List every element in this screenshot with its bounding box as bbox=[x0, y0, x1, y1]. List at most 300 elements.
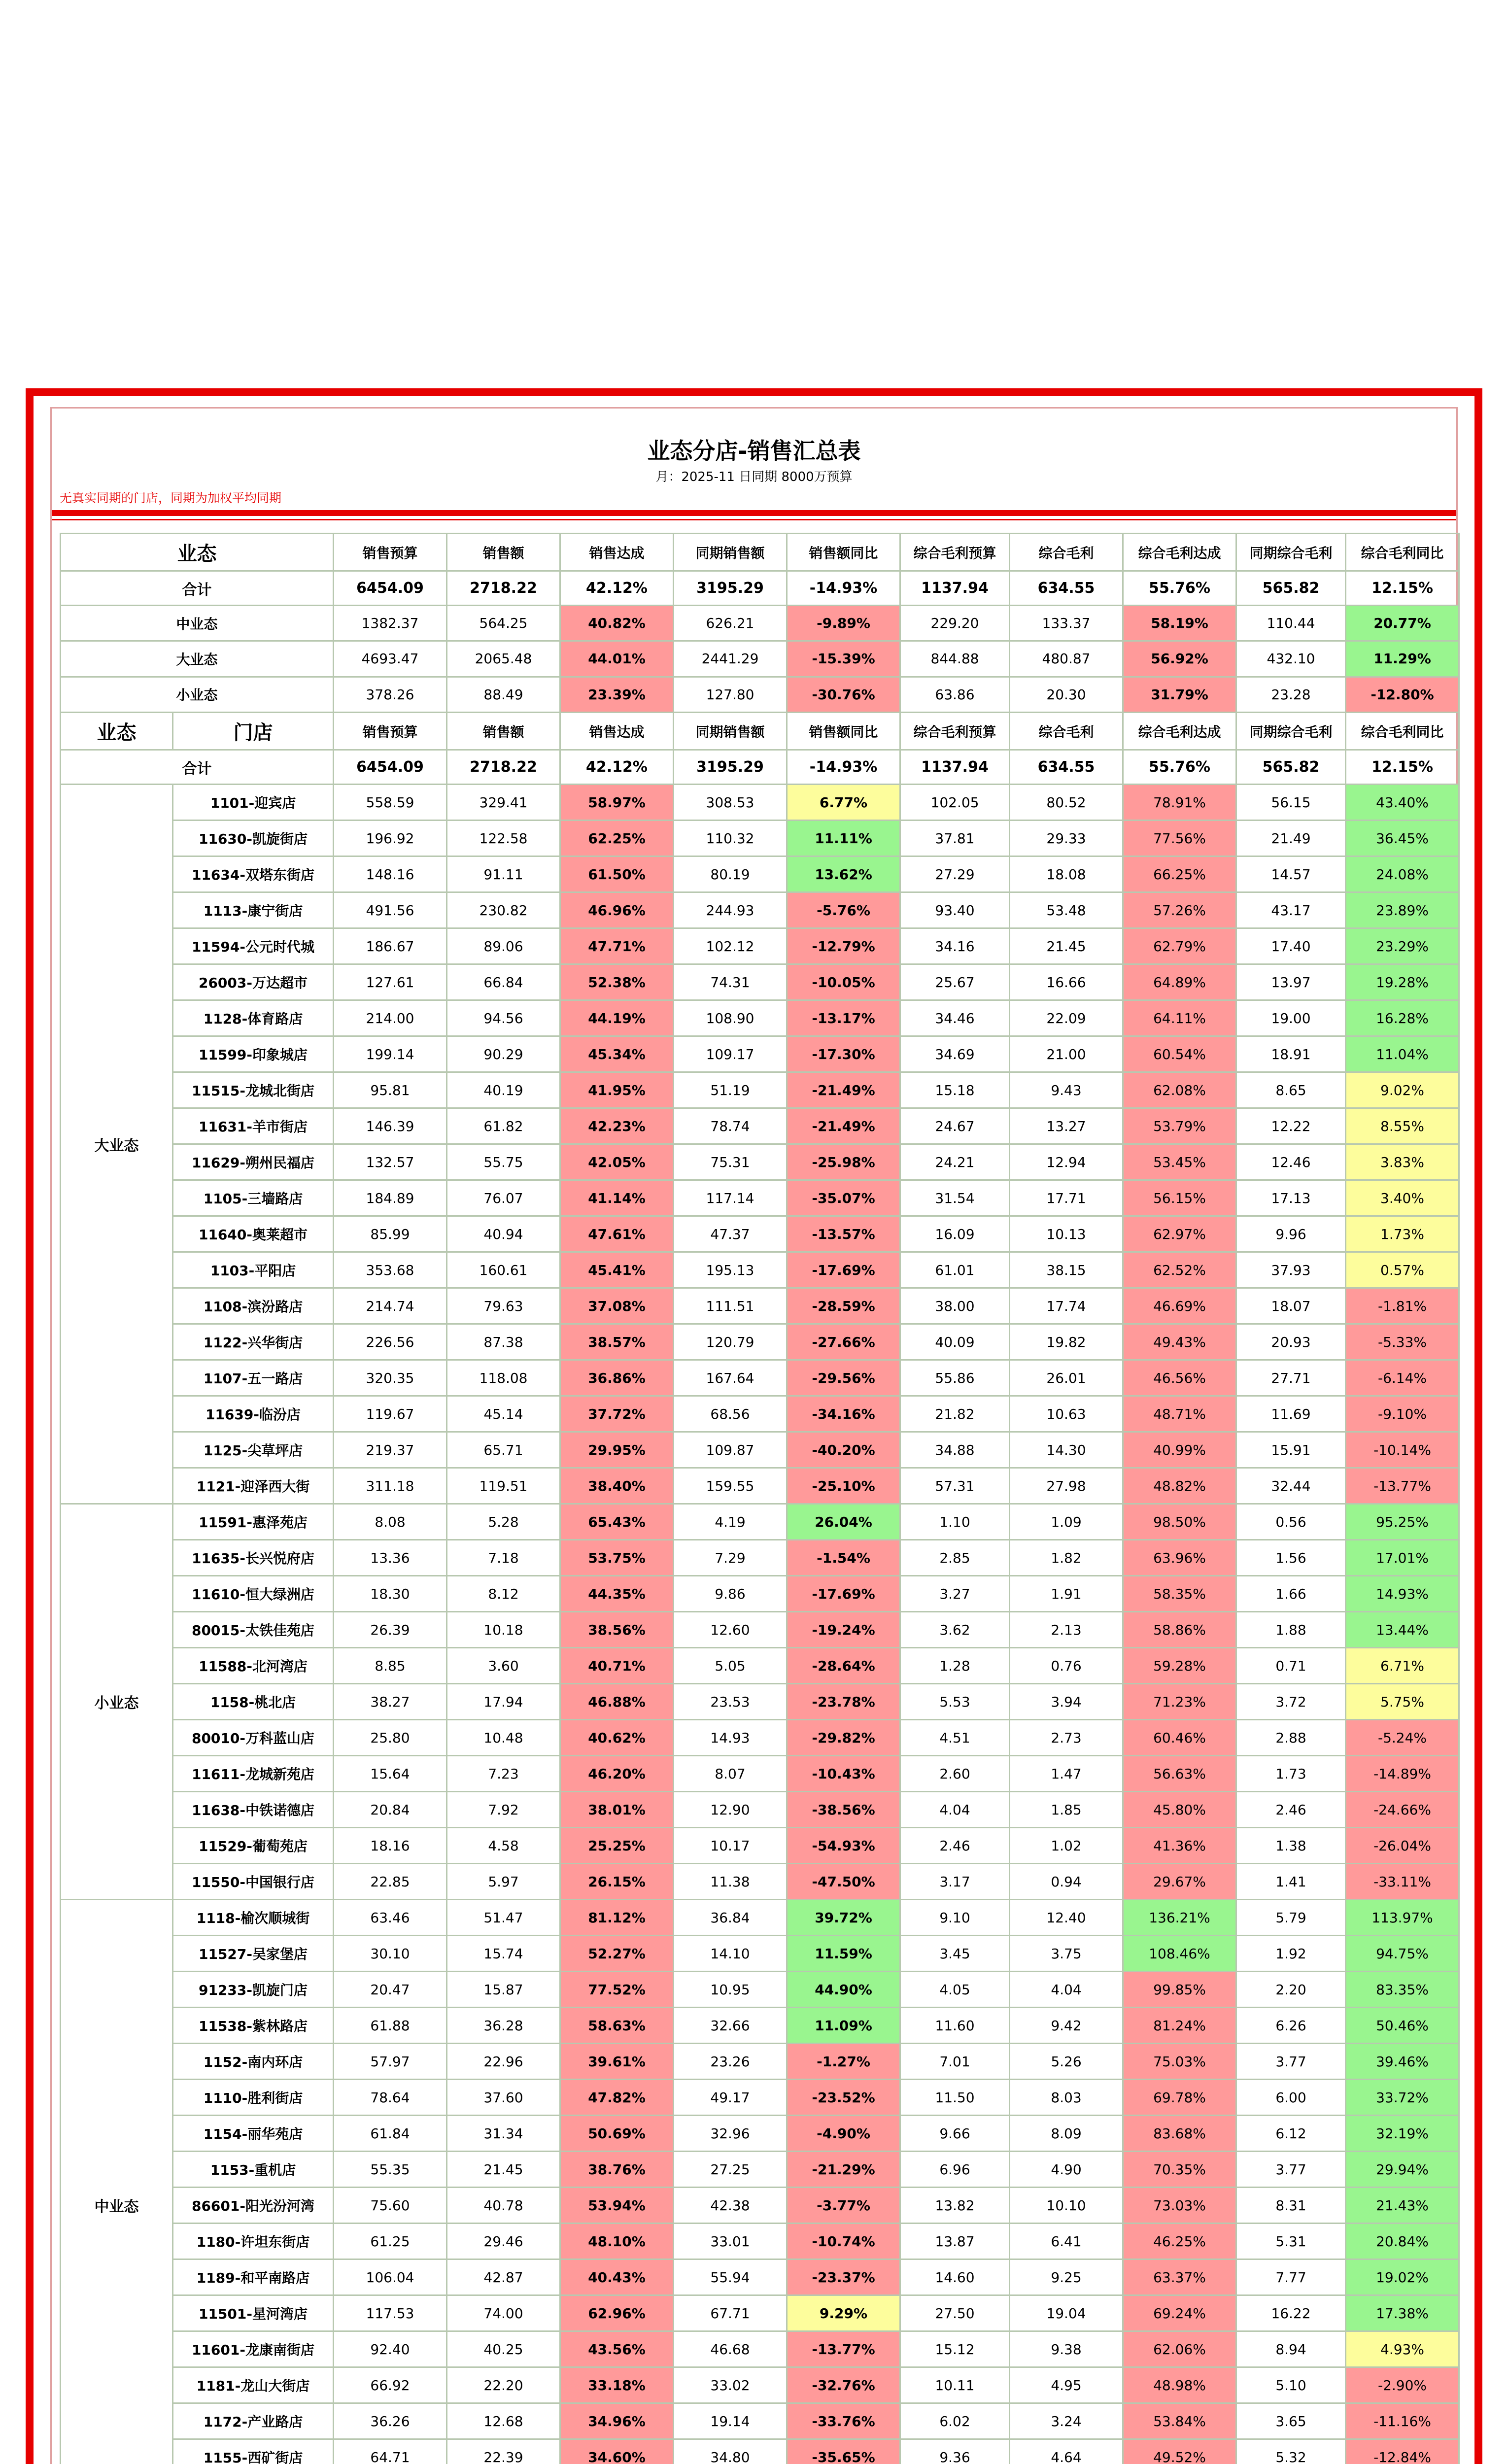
store-cell: 81.24% bbox=[1123, 2008, 1236, 2044]
store-cell: 17.01% bbox=[1346, 1540, 1459, 1576]
detail-header-cell: 业态 bbox=[61, 713, 173, 750]
store-cell: 53.75% bbox=[560, 1540, 674, 1576]
detail-total-cell: 3195.29 bbox=[674, 750, 787, 785]
store-cell: 45.34% bbox=[560, 1036, 674, 1072]
store-row bbox=[61, 2367, 1459, 2403]
store-cell: 58.63% bbox=[560, 2008, 674, 2044]
summary-format-label: 中业态 bbox=[61, 606, 334, 641]
store-cell: 31.54 bbox=[900, 1180, 1010, 1216]
store-cell: 1.66 bbox=[1236, 1576, 1346, 1612]
store-cell: -6.14% bbox=[1346, 1360, 1459, 1396]
store-cell: 1.10 bbox=[900, 1504, 1010, 1540]
store-cell: -2.90% bbox=[1346, 2367, 1459, 2403]
store-cell: 12.94 bbox=[1010, 1144, 1123, 1180]
store-cell: 73.03% bbox=[1123, 2188, 1236, 2224]
summary-cell: 127.80 bbox=[674, 677, 787, 712]
store-cell: 214.74 bbox=[334, 1288, 447, 1324]
store-cell: 10.95 bbox=[674, 1972, 787, 2008]
store-cell: 8.55% bbox=[1346, 1108, 1459, 1144]
store-cell: 36.28 bbox=[447, 2008, 560, 2044]
store-cell: 38.00 bbox=[900, 1288, 1010, 1324]
store-cell: 3.65 bbox=[1236, 2403, 1346, 2439]
store-cell: 146.39 bbox=[334, 1108, 447, 1144]
summary-cell: 2441.29 bbox=[674, 641, 787, 677]
store-cell: 45.41% bbox=[560, 1252, 674, 1288]
store-cell: 62.79% bbox=[1123, 928, 1236, 964]
store-cell: -28.64% bbox=[787, 1648, 900, 1684]
store-cell: 80.19 bbox=[674, 856, 787, 892]
store-cell: 98.50% bbox=[1123, 1504, 1236, 1540]
store-cell: 2.60 bbox=[900, 1756, 1010, 1792]
store-cell: 33.01 bbox=[674, 2224, 787, 2259]
store-row bbox=[61, 1360, 1459, 1396]
store-row bbox=[61, 1504, 1459, 1540]
store-cell: 4.05 bbox=[900, 1972, 1010, 2008]
store-cell: 109.17 bbox=[674, 1036, 787, 1072]
store-cell: 15.74 bbox=[447, 1936, 560, 1972]
summary-cell: 20.30 bbox=[1010, 677, 1123, 712]
summary-total-cell: -14.93% bbox=[787, 571, 900, 606]
store-cell: 9.86 bbox=[674, 1576, 787, 1612]
store-cell: 25.80 bbox=[334, 1720, 447, 1756]
store-name: 1154-丽华苑店 bbox=[173, 2116, 334, 2152]
store-cell: 63.46 bbox=[334, 1900, 447, 1936]
store-cell: -13.57% bbox=[787, 1216, 900, 1252]
detail-total-row bbox=[61, 750, 1459, 785]
store-cell: 39.46% bbox=[1346, 2044, 1459, 2080]
store-cell: 62.52% bbox=[1123, 1252, 1236, 1288]
store-cell: 37.81 bbox=[900, 821, 1010, 856]
store-name: 1113-康宁街店 bbox=[173, 892, 334, 928]
store-cell: -17.30% bbox=[787, 1036, 900, 1072]
store-cell: 9.96 bbox=[1236, 1216, 1346, 1252]
store-cell: 26.04% bbox=[787, 1504, 900, 1540]
summary-total-row bbox=[61, 571, 1459, 606]
summary-header-cell: 综合毛利 bbox=[1010, 534, 1123, 571]
detail-header-cell: 销售额同比 bbox=[787, 713, 900, 750]
format-group-label: 大业态 bbox=[61, 785, 173, 1504]
summary-header-cell: 业态 bbox=[61, 534, 334, 571]
store-cell: 26.15% bbox=[560, 1864, 674, 1900]
store-name: 26003-万达超市 bbox=[173, 964, 334, 1000]
store-cell: 196.92 bbox=[334, 821, 447, 856]
store-cell: 8.12 bbox=[447, 1576, 560, 1612]
store-cell: 102.12 bbox=[674, 928, 787, 964]
store-cell: 3.94 bbox=[1010, 1684, 1123, 1720]
store-row bbox=[61, 1720, 1459, 1756]
store-cell: -10.43% bbox=[787, 1756, 900, 1792]
store-cell: 18.91 bbox=[1236, 1036, 1346, 1072]
store-cell: 11.04% bbox=[1346, 1036, 1459, 1072]
store-name: 11599-印象城店 bbox=[173, 1036, 334, 1072]
detail-header-cell: 同期销售额 bbox=[674, 713, 787, 750]
store-cell: 47.37 bbox=[674, 1216, 787, 1252]
store-cell: 9.38 bbox=[1010, 2331, 1123, 2367]
summary-cell: 11.29% bbox=[1346, 641, 1459, 677]
detail-header-cell: 同期综合毛利 bbox=[1236, 713, 1346, 750]
store-cell: 27.29 bbox=[900, 856, 1010, 892]
store-cell: 5.75% bbox=[1346, 1684, 1459, 1720]
summary-total-cell: 合计 bbox=[61, 571, 334, 606]
store-row bbox=[61, 964, 1459, 1000]
store-cell: -1.81% bbox=[1346, 1288, 1459, 1324]
detail-total-cell: 6454.09 bbox=[334, 750, 447, 785]
store-name: 1103-平阳店 bbox=[173, 1252, 334, 1288]
store-cell: 77.56% bbox=[1123, 821, 1236, 856]
store-cell: 15.12 bbox=[900, 2331, 1010, 2367]
store-cell: 9.25 bbox=[1010, 2259, 1123, 2295]
store-cell: 5.97 bbox=[447, 1864, 560, 1900]
summary-header-cell: 综合毛利达成 bbox=[1123, 534, 1236, 571]
store-cell: 19.14 bbox=[674, 2403, 787, 2439]
store-cell: 32.19% bbox=[1346, 2116, 1459, 2152]
store-cell: 12.68 bbox=[447, 2403, 560, 2439]
store-cell: 37.93 bbox=[1236, 1252, 1346, 1288]
store-cell: 3.24 bbox=[1010, 2403, 1123, 2439]
detail-total-cell: 12.15% bbox=[1346, 750, 1459, 785]
store-cell: 67.71 bbox=[674, 2295, 787, 2331]
store-name: 86601-阳光汾河湾 bbox=[173, 2188, 334, 2224]
store-cell: 40.43% bbox=[560, 2259, 674, 2295]
summary-row bbox=[61, 677, 1459, 712]
store-cell: 61.50% bbox=[560, 856, 674, 892]
store-cell: 5.28 bbox=[447, 1504, 560, 1540]
store-row bbox=[61, 1864, 1459, 1900]
store-cell: 16.22 bbox=[1236, 2295, 1346, 2331]
store-cell: 64.11% bbox=[1123, 1000, 1236, 1036]
store-row bbox=[61, 1612, 1459, 1648]
store-cell: 40.71% bbox=[560, 1648, 674, 1684]
store-cell: 1.56 bbox=[1236, 1540, 1346, 1576]
store-cell: 49.43% bbox=[1123, 1324, 1236, 1360]
store-name: 1155-西矿街店 bbox=[173, 2439, 334, 2464]
store-cell: 219.37 bbox=[334, 1432, 447, 1468]
summary-cell: 20.77% bbox=[1346, 606, 1459, 641]
store-cell: -17.69% bbox=[787, 1252, 900, 1288]
store-cell: 21.43% bbox=[1346, 2188, 1459, 2224]
store-cell: -1.27% bbox=[787, 2044, 900, 2080]
store-cell: 70.35% bbox=[1123, 2152, 1236, 2188]
store-row bbox=[61, 1540, 1459, 1576]
store-cell: 64.71 bbox=[334, 2439, 447, 2464]
store-cell: 83.68% bbox=[1123, 2116, 1236, 2152]
detail-header-cell: 门店 bbox=[173, 713, 334, 750]
store-cell: 81.12% bbox=[560, 1900, 674, 1936]
store-cell: -12.84% bbox=[1346, 2439, 1459, 2464]
store-cell: 0.76 bbox=[1010, 1648, 1123, 1684]
summary-header-cell: 同期销售额 bbox=[674, 534, 787, 571]
store-cell: 77.52% bbox=[560, 1972, 674, 2008]
store-row bbox=[61, 1288, 1459, 1324]
summary-header-cell: 销售额同比 bbox=[787, 534, 900, 571]
summary-cell: -12.80% bbox=[1346, 677, 1459, 712]
store-cell: 9.66 bbox=[900, 2116, 1010, 2152]
summary-header-cell: 综合毛利预算 bbox=[900, 534, 1010, 571]
store-cell: 2.85 bbox=[900, 1540, 1010, 1576]
summary-cell: -15.39% bbox=[787, 641, 900, 677]
store-row bbox=[61, 856, 1459, 892]
store-cell: 10.10 bbox=[1010, 2188, 1123, 2224]
store-cell: 27.25 bbox=[674, 2152, 787, 2188]
store-cell: 40.09 bbox=[900, 1324, 1010, 1360]
store-cell: 85.99 bbox=[334, 1216, 447, 1252]
store-cell: 41.14% bbox=[560, 1180, 674, 1216]
store-cell: 15.87 bbox=[447, 1972, 560, 2008]
store-cell: 5.53 bbox=[900, 1684, 1010, 1720]
store-cell: 32.66 bbox=[674, 2008, 787, 2044]
store-cell: 19.04 bbox=[1010, 2295, 1123, 2331]
store-cell: 11.69 bbox=[1236, 1396, 1346, 1432]
summary-total-cell: 42.12% bbox=[560, 571, 674, 606]
store-cell: 38.27 bbox=[334, 1684, 447, 1720]
store-cell: -24.66% bbox=[1346, 1792, 1459, 1828]
store-cell: 44.90% bbox=[787, 1972, 900, 2008]
store-cell: 1.82 bbox=[1010, 1540, 1123, 1576]
store-cell: 91.11 bbox=[447, 856, 560, 892]
store-cell: 32.96 bbox=[674, 2116, 787, 2152]
report-title: 业态分店-销售汇总表 bbox=[647, 438, 861, 464]
store-cell: -13.77% bbox=[787, 2331, 900, 2367]
store-name: 11640-奥莱超市 bbox=[173, 1216, 334, 1252]
store-cell: 119.51 bbox=[447, 1468, 560, 1504]
store-cell: 62.97% bbox=[1123, 1216, 1236, 1252]
detail-total-cell: 55.76% bbox=[1123, 750, 1236, 785]
store-cell: 47.82% bbox=[560, 2080, 674, 2116]
store-cell: 4.64 bbox=[1010, 2439, 1123, 2464]
store-name: 80015-太铁佳苑店 bbox=[173, 1612, 334, 1648]
summary-cell: 432.10 bbox=[1236, 641, 1346, 677]
store-cell: 148.16 bbox=[334, 856, 447, 892]
store-cell: 25.25% bbox=[560, 1828, 674, 1864]
store-cell: 37.72% bbox=[560, 1396, 674, 1432]
store-cell: 49.52% bbox=[1123, 2439, 1236, 2464]
store-cell: 12.40 bbox=[1010, 1900, 1123, 1936]
store-cell: 93.40 bbox=[900, 892, 1010, 928]
store-name: 1110-胜利街店 bbox=[173, 2080, 334, 2116]
store-cell: 40.78 bbox=[447, 2188, 560, 2224]
store-cell: 5.05 bbox=[674, 1648, 787, 1684]
store-cell: 34.96% bbox=[560, 2403, 674, 2439]
store-cell: 49.17 bbox=[674, 2080, 787, 2116]
summary-cell: 63.86 bbox=[900, 677, 1010, 712]
store-cell: 8.65 bbox=[1236, 1072, 1346, 1108]
store-cell: 48.98% bbox=[1123, 2367, 1236, 2403]
store-cell: 78.91% bbox=[1123, 785, 1236, 821]
store-cell: 5.32 bbox=[1236, 2439, 1346, 2464]
store-cell: 59.28% bbox=[1123, 1648, 1236, 1684]
store-row bbox=[61, 1108, 1459, 1144]
store-cell: 69.24% bbox=[1123, 2295, 1236, 2331]
store-cell: 40.99% bbox=[1123, 1432, 1236, 1468]
store-cell: 99.85% bbox=[1123, 1972, 1236, 2008]
store-cell: 11.50 bbox=[900, 2080, 1010, 2116]
summary-cell: 480.87 bbox=[1010, 641, 1123, 677]
store-cell: 12.22 bbox=[1236, 1108, 1346, 1144]
store-cell: 0.57% bbox=[1346, 1252, 1459, 1288]
store-cell: 29.46 bbox=[447, 2224, 560, 2259]
store-cell: 7.92 bbox=[447, 1792, 560, 1828]
store-row bbox=[61, 1648, 1459, 1684]
store-cell: 65.43% bbox=[560, 1504, 674, 1540]
store-cell: 62.08% bbox=[1123, 1072, 1236, 1108]
store-cell: 491.56 bbox=[334, 892, 447, 928]
store-cell: 15.64 bbox=[334, 1756, 447, 1792]
detail-total-cell: 42.12% bbox=[560, 750, 674, 785]
store-cell: 12.46 bbox=[1236, 1144, 1346, 1180]
store-cell: 37.08% bbox=[560, 1288, 674, 1324]
store-cell: 12.60 bbox=[674, 1612, 787, 1648]
store-cell: 17.38% bbox=[1346, 2295, 1459, 2331]
store-cell: 132.57 bbox=[334, 1144, 447, 1180]
store-cell: -28.59% bbox=[787, 1288, 900, 1324]
store-cell: 44.35% bbox=[560, 1576, 674, 1612]
summary-total-cell: 3195.29 bbox=[674, 571, 787, 606]
store-cell: 23.89% bbox=[1346, 892, 1459, 928]
store-cell: 74.31 bbox=[674, 964, 787, 1000]
report-note: 无真实同期的门店，同期为加权平均同期 bbox=[60, 491, 282, 505]
store-name: 1181-龙山大街店 bbox=[173, 2367, 334, 2403]
store-row bbox=[61, 1036, 1459, 1072]
store-cell: 4.90 bbox=[1010, 2152, 1123, 2188]
store-cell: 52.38% bbox=[560, 964, 674, 1000]
store-cell: -32.76% bbox=[787, 2367, 900, 2403]
store-name: 80010-万科蓝山店 bbox=[173, 1720, 334, 1756]
store-cell: 2.88 bbox=[1236, 1720, 1346, 1756]
detail-rows bbox=[61, 785, 1459, 2464]
store-cell: 0.71 bbox=[1236, 1648, 1346, 1684]
store-name: 1101-迎宾店 bbox=[173, 785, 334, 821]
store-cell: 13.87 bbox=[900, 2224, 1010, 2259]
detail-header-cell: 销售预算 bbox=[334, 713, 447, 750]
store-cell: 8.94 bbox=[1236, 2331, 1346, 2367]
store-cell: 43.40% bbox=[1346, 785, 1459, 821]
store-cell: 24.21 bbox=[900, 1144, 1010, 1180]
store-cell: -17.69% bbox=[787, 1576, 900, 1612]
store-cell: -38.56% bbox=[787, 1792, 900, 1828]
store-cell: 20.47 bbox=[334, 1972, 447, 2008]
store-cell: 1.85 bbox=[1010, 1792, 1123, 1828]
detail-total-cell: 2718.22 bbox=[447, 750, 560, 785]
store-cell: -13.77% bbox=[1346, 1468, 1459, 1504]
store-row bbox=[61, 2044, 1459, 2080]
summary-cell: 31.79% bbox=[1123, 677, 1236, 712]
summary-total-cell: 1137.94 bbox=[900, 571, 1010, 606]
store-cell: -21.49% bbox=[787, 1072, 900, 1108]
store-cell: -9.10% bbox=[1346, 1396, 1459, 1432]
store-cell: -25.10% bbox=[787, 1468, 900, 1504]
store-cell: 24.67 bbox=[900, 1108, 1010, 1144]
store-name: 11610-恒大绿洲店 bbox=[173, 1576, 334, 1612]
store-cell: 63.96% bbox=[1123, 1540, 1236, 1576]
store-cell: 14.57 bbox=[1236, 856, 1346, 892]
store-cell: 13.36 bbox=[334, 1540, 447, 1576]
store-name: 11630-凯旋街店 bbox=[173, 821, 334, 856]
store-cell: -13.17% bbox=[787, 1000, 900, 1036]
store-cell: 92.40 bbox=[334, 2331, 447, 2367]
detail-header-cell: 综合毛利同比 bbox=[1346, 713, 1459, 750]
store-row bbox=[61, 1144, 1459, 1180]
store-cell: 17.94 bbox=[447, 1684, 560, 1720]
store-row bbox=[61, 2152, 1459, 2188]
store-cell: 95.25% bbox=[1346, 1504, 1459, 1540]
store-cell: 3.75 bbox=[1010, 1936, 1123, 1972]
store-cell: 46.25% bbox=[1123, 2224, 1236, 2259]
store-cell: 2.46 bbox=[900, 1828, 1010, 1864]
store-cell: 18.16 bbox=[334, 1828, 447, 1864]
store-name: 1121-迎泽西大街 bbox=[173, 1468, 334, 1504]
store-cell: 8.85 bbox=[334, 1648, 447, 1684]
summary-header-row bbox=[61, 534, 1459, 571]
store-row bbox=[61, 1072, 1459, 1108]
store-cell: 11.11% bbox=[787, 821, 900, 856]
store-cell: 33.02 bbox=[674, 2367, 787, 2403]
store-cell: 58.35% bbox=[1123, 1576, 1236, 1612]
store-cell: 45.14 bbox=[447, 1396, 560, 1432]
store-cell: 10.13 bbox=[1010, 1216, 1123, 1252]
store-cell: 9.29% bbox=[787, 2295, 900, 2331]
store-cell: 23.26 bbox=[674, 2044, 787, 2080]
store-row bbox=[61, 2116, 1459, 2152]
summary-total-cell: 55.76% bbox=[1123, 571, 1236, 606]
store-cell: 14.10 bbox=[674, 1936, 787, 1972]
store-name: 1122-兴华街店 bbox=[173, 1324, 334, 1360]
detail-header-cell: 销售达成 bbox=[560, 713, 674, 750]
store-cell: 46.20% bbox=[560, 1756, 674, 1792]
store-cell: 61.84 bbox=[334, 2116, 447, 2152]
store-row bbox=[61, 1216, 1459, 1252]
store-name: 11629-朔州民福店 bbox=[173, 1144, 334, 1180]
store-cell: 40.62% bbox=[560, 1720, 674, 1756]
store-cell: 2.20 bbox=[1236, 1972, 1346, 2008]
store-cell: 136.21% bbox=[1123, 1900, 1236, 1936]
summary-total-cell: 6454.09 bbox=[334, 571, 447, 606]
store-cell: 23.53 bbox=[674, 1684, 787, 1720]
store-cell: -11.16% bbox=[1346, 2403, 1459, 2439]
store-cell: 19.82 bbox=[1010, 1324, 1123, 1360]
store-cell: 113.97% bbox=[1346, 1900, 1459, 1936]
store-cell: 66.84 bbox=[447, 964, 560, 1000]
store-name: 11611-龙城新苑店 bbox=[173, 1756, 334, 1792]
store-cell: 14.93% bbox=[1346, 1576, 1459, 1612]
store-cell: 51.19 bbox=[674, 1072, 787, 1108]
store-name: 11634-双塔东街店 bbox=[173, 856, 334, 892]
store-cell: 6.77% bbox=[787, 785, 900, 821]
store-name: 11631-羊市街店 bbox=[173, 1108, 334, 1144]
store-cell: 122.58 bbox=[447, 821, 560, 856]
store-cell: 3.83% bbox=[1346, 1144, 1459, 1180]
store-cell: 42.23% bbox=[560, 1108, 674, 1144]
store-cell: 46.88% bbox=[560, 1684, 674, 1720]
store-cell: -34.16% bbox=[787, 1396, 900, 1432]
store-cell: 8.08 bbox=[334, 1504, 447, 1540]
summary-cell: 23.28 bbox=[1236, 677, 1346, 712]
store-cell: 57.97 bbox=[334, 2044, 447, 2080]
store-cell: 27.98 bbox=[1010, 1468, 1123, 1504]
store-cell: 118.08 bbox=[447, 1360, 560, 1396]
store-cell: 76.07 bbox=[447, 1180, 560, 1216]
store-cell: 61.01 bbox=[900, 1252, 1010, 1288]
store-cell: 62.06% bbox=[1123, 2331, 1236, 2367]
store-cell: 14.93 bbox=[674, 1720, 787, 1756]
summary-cell: 58.19% bbox=[1123, 606, 1236, 641]
store-name: 11515-龙城北街店 bbox=[173, 1072, 334, 1108]
store-cell: 1.47 bbox=[1010, 1756, 1123, 1792]
store-cell: 36.84 bbox=[674, 1900, 787, 1936]
store-row bbox=[61, 1252, 1459, 1288]
store-cell: 63.37% bbox=[1123, 2259, 1236, 2295]
store-cell: 1.41 bbox=[1236, 1864, 1346, 1900]
store-name: 11591-惠泽苑店 bbox=[173, 1504, 334, 1540]
